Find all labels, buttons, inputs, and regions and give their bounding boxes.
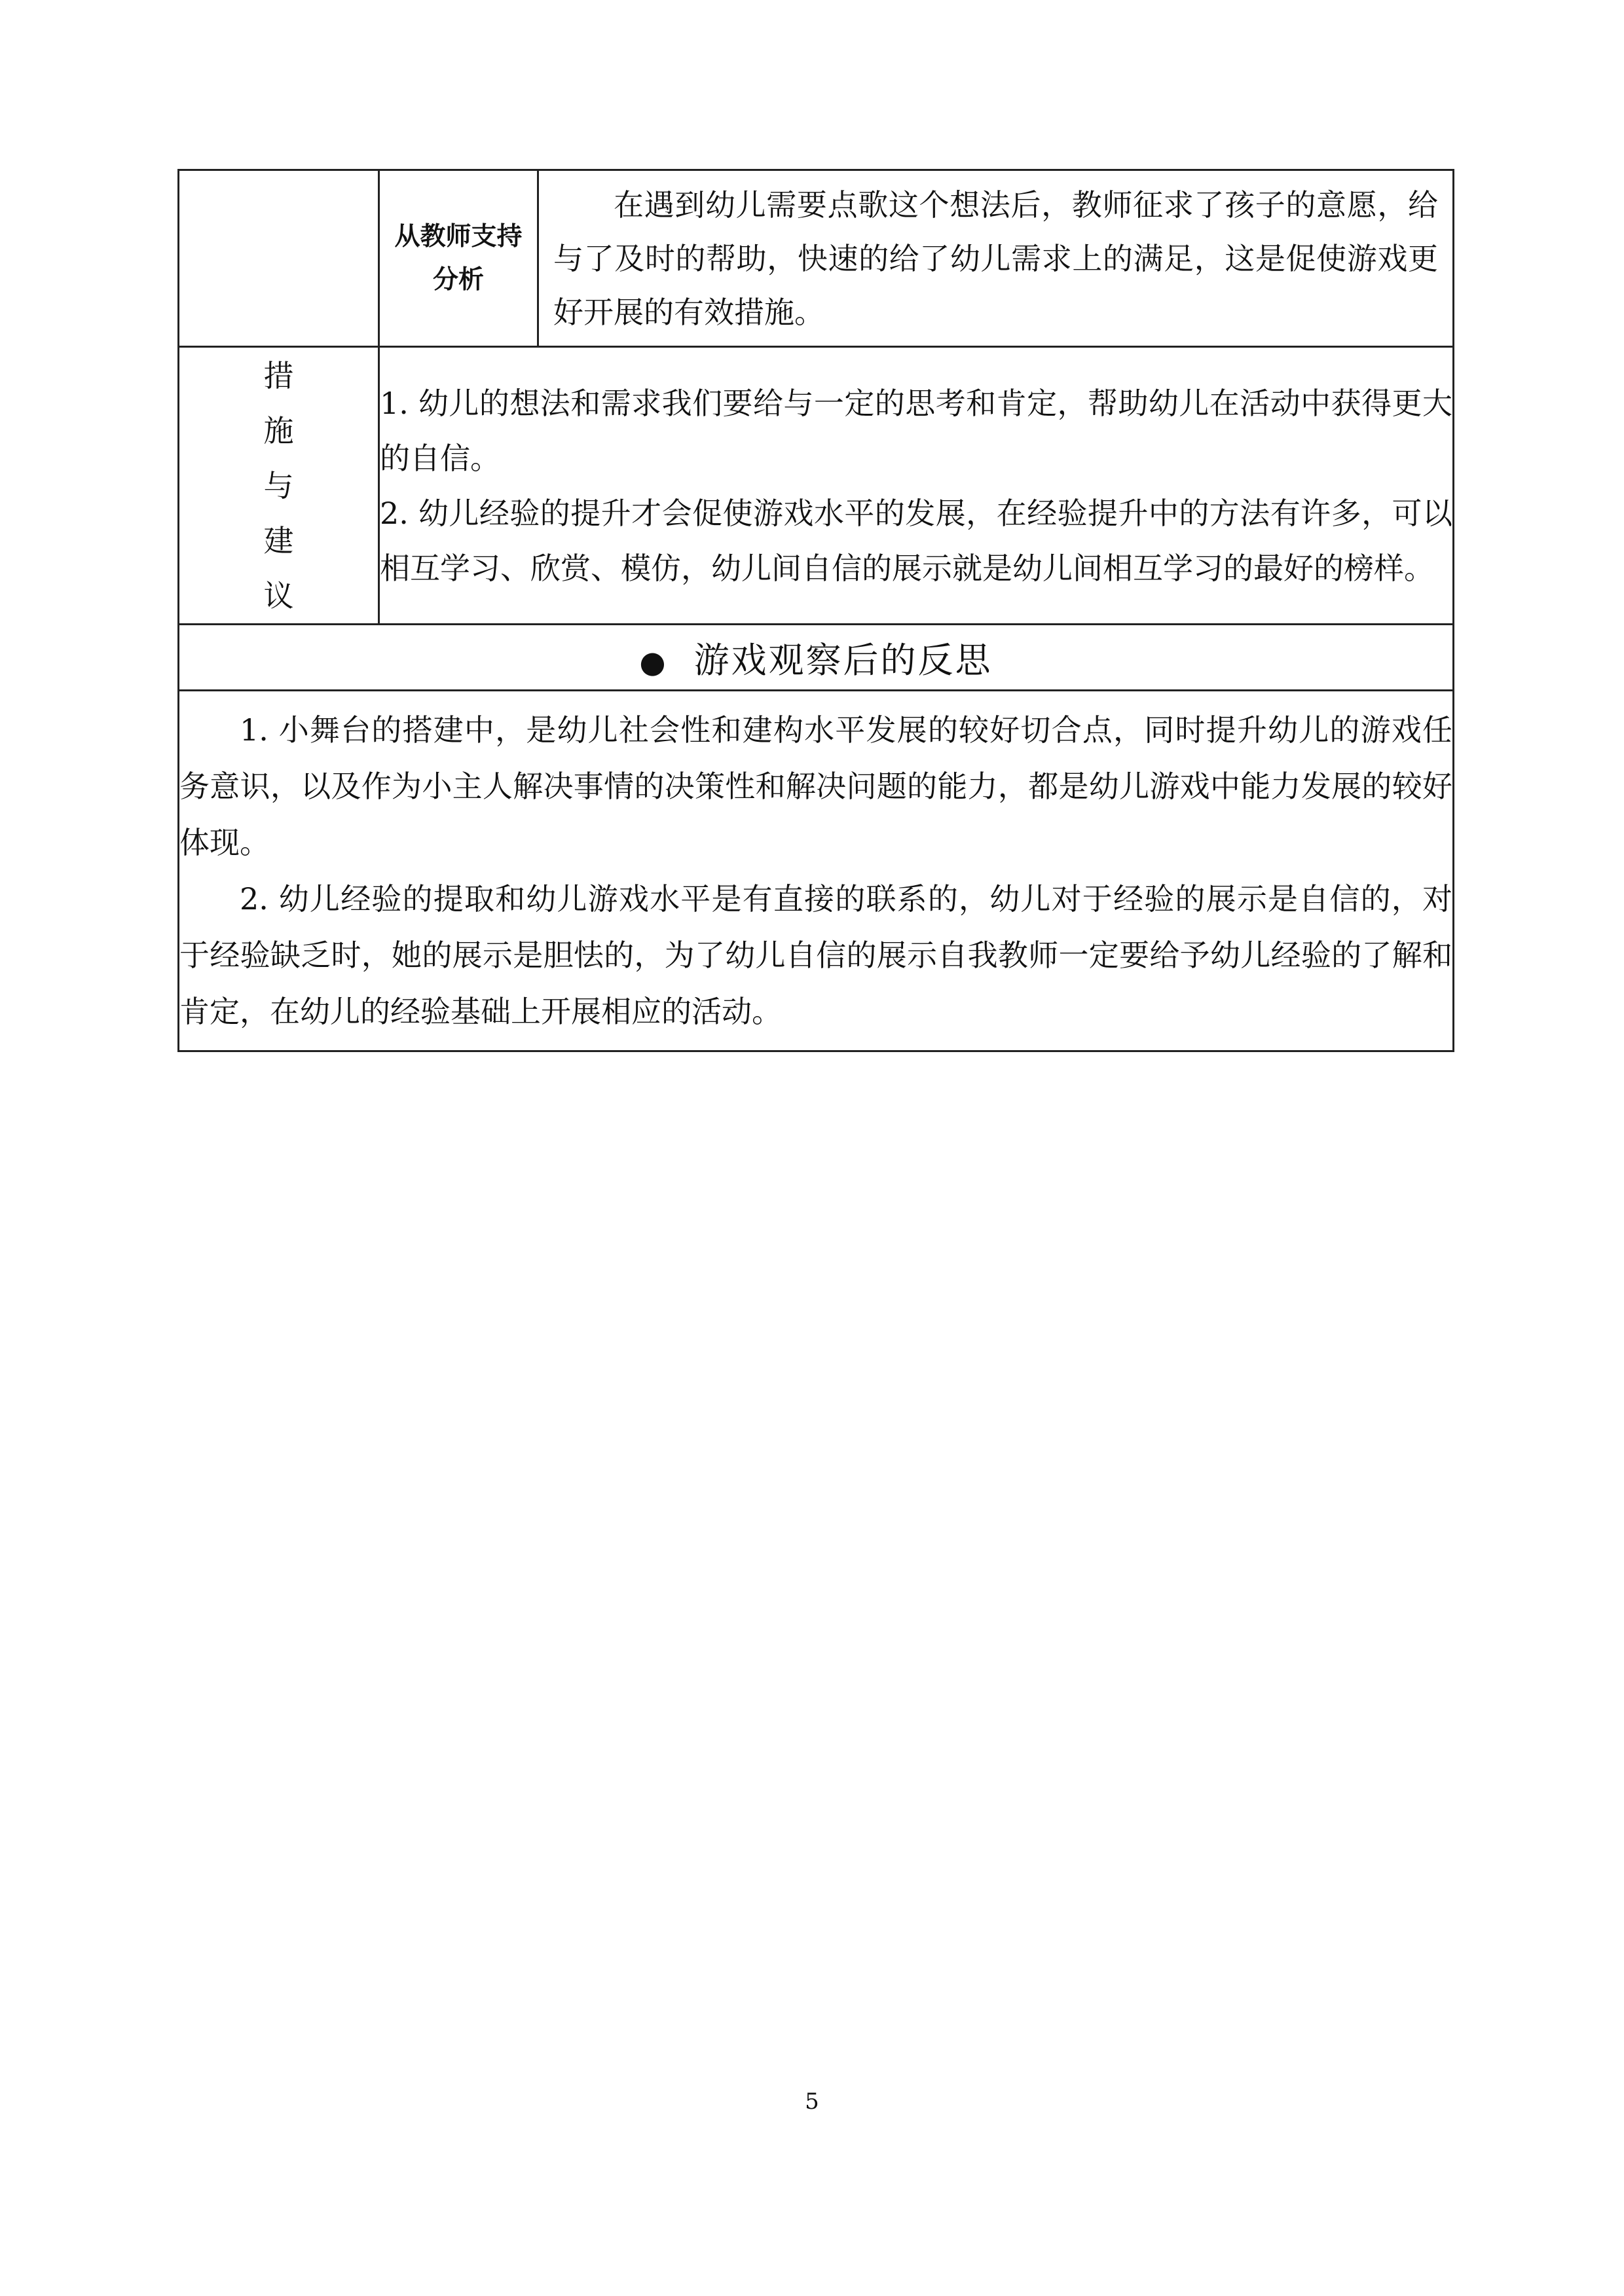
measure-item: 1. 幼儿的想法和需求我们要给与一定的思考和肯定，帮助幼儿在活动中获得更大的自信。 (380, 385, 1452, 476)
measures-label-char: 施 (263, 412, 294, 448)
teacher-support-text: 在遇到幼儿需要点歌这个想法后，教师征求了孩子的意愿，给与了及时的帮助，快速的给了幼儿需求上的满足，这是促使游戏更好开展的有效措施。 (553, 187, 1438, 330)
measures-label-char: 建 (263, 522, 294, 558)
reflection-title: 游戏观察后的反思 (693, 639, 993, 681)
measures-label-cell (179, 347, 379, 625)
measures-label-char: 措 (263, 357, 294, 393)
measures-label-char: 与 (263, 467, 294, 503)
teacher-support-text-cell (538, 170, 1454, 347)
reflection-body-cell (179, 691, 1454, 1051)
teacher-support-label-cell (379, 170, 538, 347)
observation-table (177, 169, 1454, 1052)
teacher-support-row (179, 170, 1454, 347)
measure-item: 2. 幼儿经验的提升才会促使游戏水平的发展，在经验提升中的方法有许多，可以相互学习、欣赏、模仿，幼儿间自信的展示就是幼儿间相互学习的最好的榜样。 (380, 495, 1452, 586)
measures-label (179, 348, 378, 623)
measures-row (179, 347, 1454, 625)
reflection-paragraph: 1. 小舞台的搭建中，是幼儿社会性和建构水平发展的较好切合点，同时提升幼儿的游戏任务意识，以及作为小主人解决事情的决策性和解决问题的能力，都是幼儿游戏中能力发展的较好体现。 (179, 712, 1452, 860)
reflection-body-row (179, 691, 1454, 1051)
measures-body-cell (379, 347, 1454, 625)
bullet-icon: ● (639, 644, 668, 680)
page-number: 5 (805, 2088, 819, 2115)
reflection-header-cell (179, 625, 1454, 691)
reflection-paragraph: 2. 幼儿经验的提取和幼儿游戏水平是有直接的联系的，幼儿对于经验的展示是自信的，对于经验缺乏时，她的展示是胆怯的，为了幼儿自信的展示自我教师一定要给予幼儿经验的了解和肯定，在幼儿的经验基础上开展相应的活动。 (179, 881, 1452, 1029)
reflection-header-row (179, 625, 1454, 691)
empty-cell (179, 170, 379, 347)
measures-label-char: 议 (263, 577, 294, 613)
teacher-support-label: 从教师支持分析 (394, 221, 523, 295)
